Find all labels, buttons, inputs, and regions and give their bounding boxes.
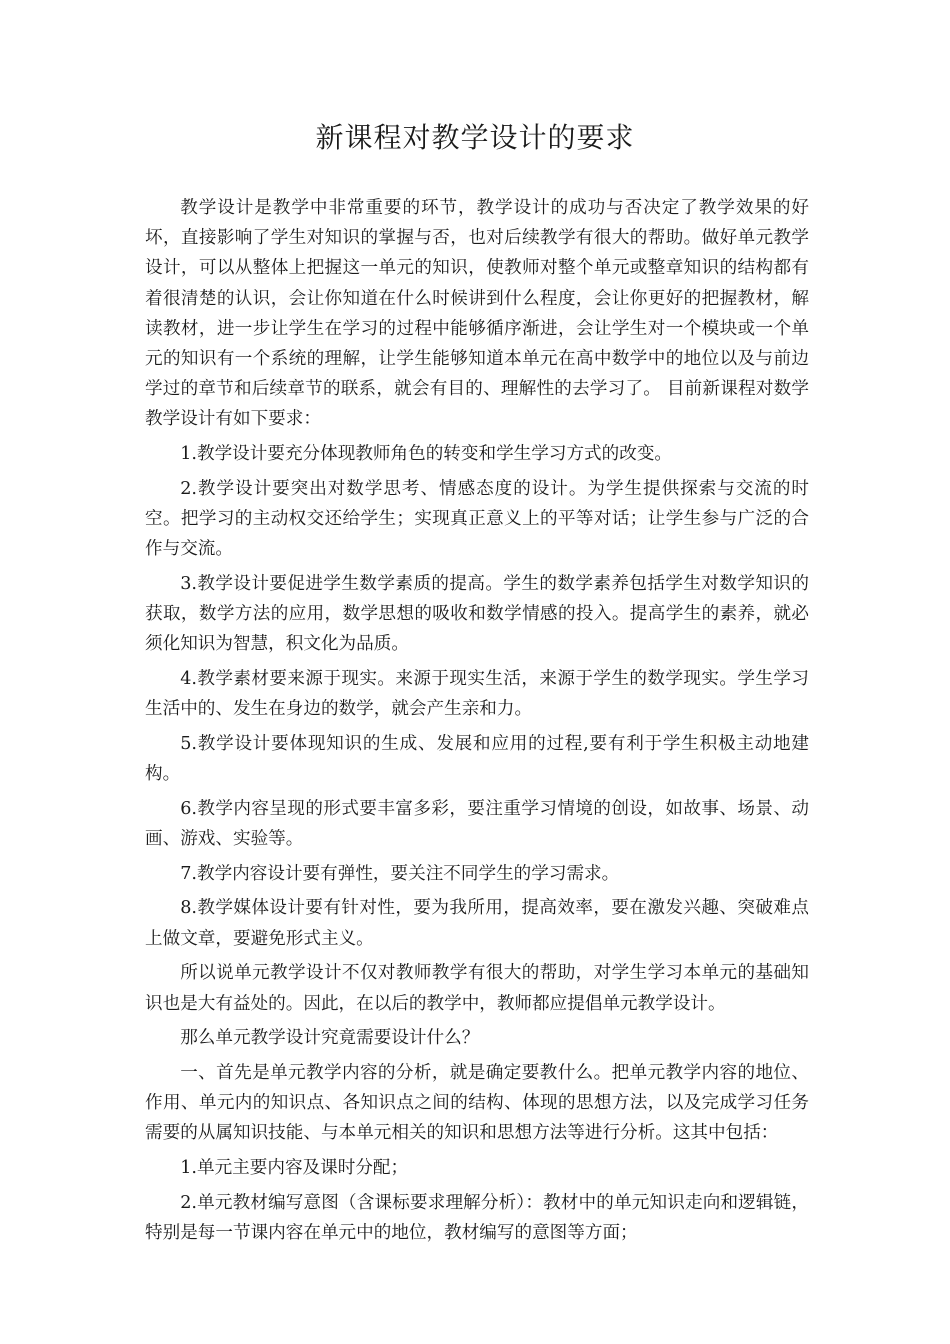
document-title: 新课程对教学设计的要求 [315, 121, 635, 154]
question-paragraph: 那么单元教学设计究竟需要设计什么？ [180, 1028, 480, 1049]
summary-paragraph: 所以说单元教学设计不仅对教师教学有很大的帮助，对学生学习本单元的基础知识也是大有益处的。因此，在以后的教学中，教师都应提倡单元教学设计。 [145, 963, 809, 1014]
requirement-2: 2.教学设计要突出对数学思考、情感态度的设计。为学生提供探索与交流的时空。把学习的主动权交还给学生；实现真正意义上的平等对话；让学生参与广泛的合作与交流。 [145, 478, 809, 560]
requirement-6: 6.教学内容呈现的形式要丰富多彩，要注重学习情境的创设，如故事、场景、动画、游戏、实验等。 [145, 798, 809, 850]
requirement-5: 5.教学设计要体现知识的生成、发展和应用的过程,要有利于学生积极主动地建构。 [145, 733, 809, 785]
requirement-3: 3.教学设计要促进学生数学素质的提高。学生的数学素养包括学生对数学知识的获取，数学方法的应用，数学思想的吸收和数学情感的投入。提高学生的素养，就必须化知识为智慧，积文化为品质。 [145, 573, 809, 655]
section-one-item-2: 2.单元教材编写意图（含课标要求理解分析）：教材中的单元知识走向和逻辑链，特别是每一节课内容在单元中的地位，教材编写的意图等方面； [145, 1192, 809, 1243]
intro-paragraph: 教学设计是教学中非常重要的环节，教学设计的成功与否决定了教学效果的好坏，直接影响了学生对知识的掌握与否，也对后续教学有很大的帮助。做好单元教学设计，可以从整体上把握这一单元的知识，使教师对整个单元或整章知识的结构都有着很清楚的认识，会让你知道在什么时候讲到什么程度，会让你更好的把握教材，解读教材，进一步让学生在学习的过程中能够循序渐进，会让学生对一个模块或一个单元的知识有一个系统的理解，让学生能够知道本单元在高中数学中的地位以及与前边学过的章节和后续章节的联系，就会有目的、理解性的去学习了。 目前新课程对数学教学设计有如下要求： [145, 198, 809, 430]
section-one-item-1: 1.单元主要内容及课时分配； [180, 1158, 409, 1179]
requirement-8: 8.教学媒体设计要有针对性，要为我所用，提高效率，要在激发兴趣、突破难点上做文章，要避免形式主义。 [145, 898, 809, 949]
requirement-7: 7.教学内容设计要有弹性，要关注不同学生的学习需求。 [180, 863, 620, 884]
requirement-1: 1.教学设计要充分体现教师角色的转变和学生学习方式的改变。 [180, 444, 673, 465]
document-body [145, 193, 809, 1248]
section-one-paragraph: 一、首先是单元教学内容的分析，就是确定要教什么。把单元教学内容的地位、作用、单元内的知识点、各知识点之间的结构、体现的思想方法，以及完成学习任务需要的从属知识技能、与本单元相关的知识和思想方法等进行分析。这其中包括： [145, 1062, 809, 1144]
requirement-4: 4.教学素材要来源于现实。来源于现实生活，来源于学生的数学现实。学生学习生活中的、发生在身边的数学，就会产生亲和力。 [145, 669, 809, 720]
